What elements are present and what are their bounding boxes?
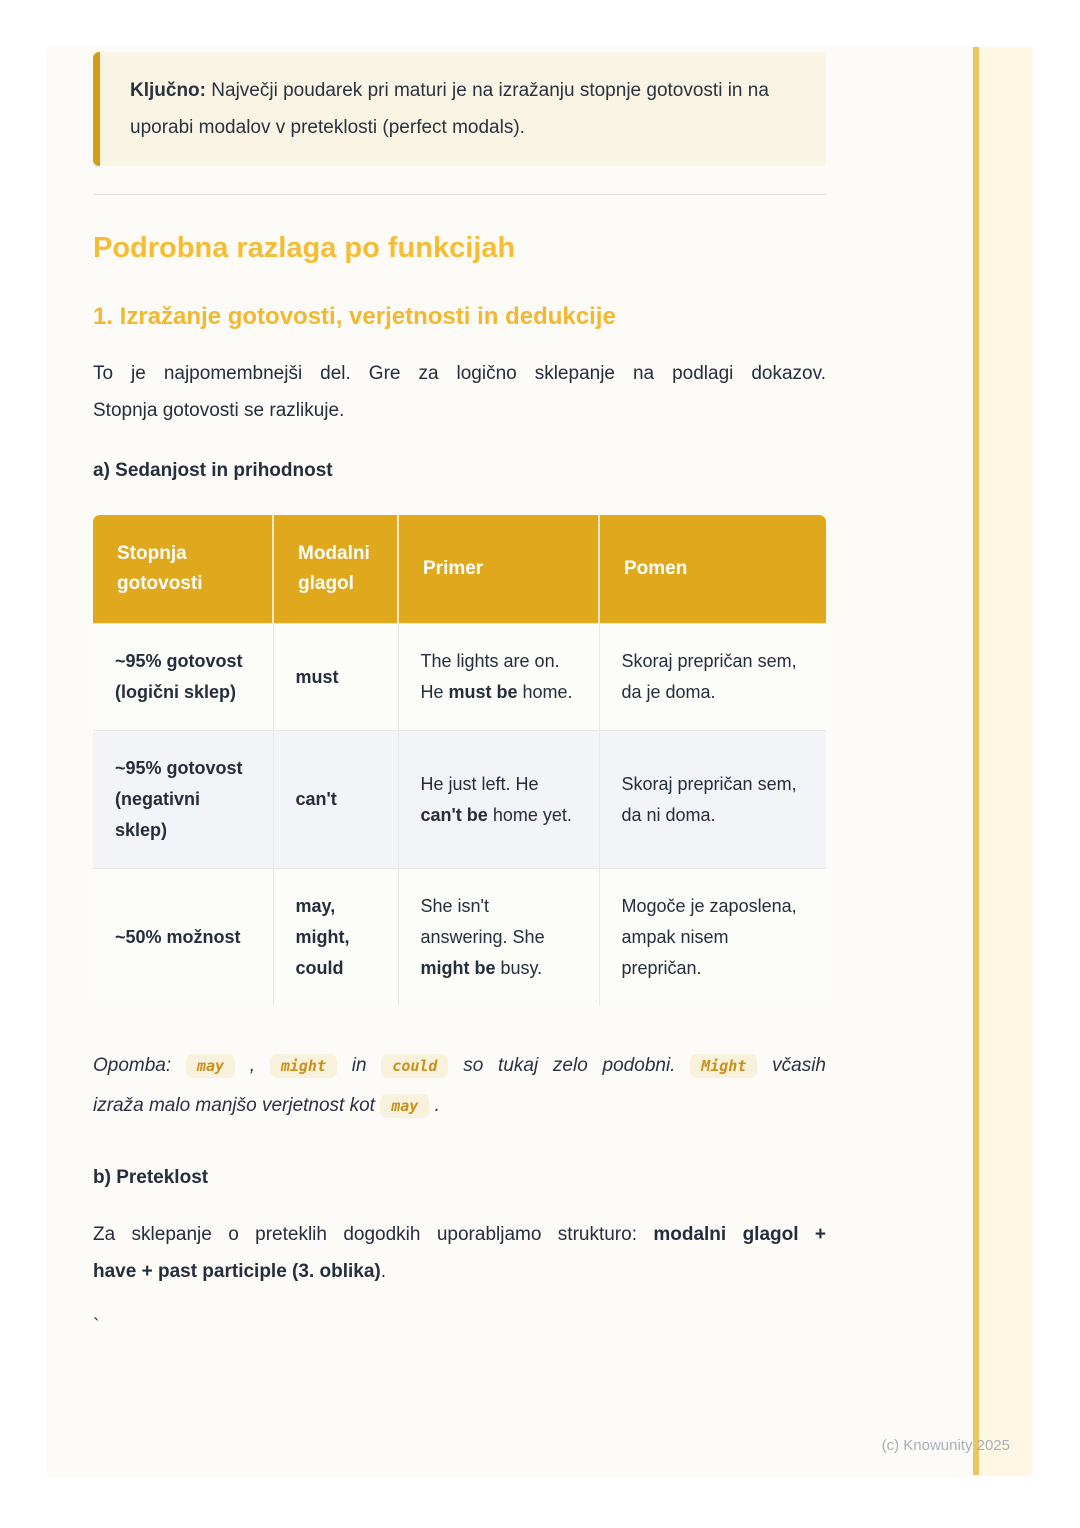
primer-text: home yet. [487, 804, 572, 825]
note-text: včasih [757, 1055, 826, 1076]
note-text: , [235, 1055, 270, 1076]
divider [93, 194, 826, 195]
primer-emphasis: might be [420, 958, 496, 978]
cell-level: ~95% gotovost (negativni sklep) [93, 731, 273, 869]
past-line-2 [93, 1253, 826, 1290]
callout-label: Ključno: [130, 80, 206, 101]
cell-primer [398, 731, 599, 869]
table-row [93, 869, 826, 1007]
table-header-cell: Primer [398, 515, 599, 624]
note-text: izraža malo manjšo verjetnost kot [93, 1095, 381, 1116]
intro-line-2: Stopnja gotovosti se razlikuje. [93, 400, 345, 421]
cell-modal: must [273, 624, 398, 731]
document-page [48, 47, 1032, 1475]
note-text: so tukaj zelo podobni. [448, 1055, 691, 1076]
table-header-cell: Pomen [599, 515, 826, 624]
note-text: Opomba: [93, 1055, 186, 1076]
subsection-label-b: b) Preteklost [93, 1167, 209, 1188]
cell-modal: can't [273, 731, 398, 869]
table-row [93, 731, 826, 869]
code-chip-could: could [381, 1054, 448, 1078]
past-text: Za sklepanje o preteklih dogodkih uporabljamo strukturo: [93, 1224, 654, 1245]
note-text: in [336, 1055, 382, 1076]
cell-primer [398, 624, 599, 731]
cell-primer [398, 869, 599, 1007]
table-row [93, 624, 826, 731]
page-title: Podrobna razlaga po funkcijah [93, 232, 516, 264]
table-header-cell: Stopnja gotovosti [93, 515, 273, 624]
cell-level: ~50% možnost [93, 869, 273, 1007]
key-callout [93, 52, 826, 166]
primer-emphasis: can't be [420, 804, 488, 825]
cell-pomen: Mogoče je zaposlena, ampak nisem prepričan. [599, 869, 826, 1007]
primer-text: He just left. He [420, 773, 539, 794]
callout-text: Največji poudarek pri maturi je na izražanju stopnje gotovosti in na uporabi modalov v preteklosti (perfect modals). [130, 80, 769, 138]
side-accent-strip [979, 47, 1032, 1475]
cell-pomen: Skoraj prepričan sem, da je doma. [599, 624, 826, 731]
cell-pomen: Skoraj prepričan sem, da ni doma. [599, 731, 826, 869]
primer-text: home. [517, 682, 573, 702]
certainty-table [93, 515, 826, 1006]
note-line-2 [93, 1086, 826, 1126]
intro-paragraph [93, 355, 826, 429]
note-line-1 [93, 1046, 826, 1086]
past-paragraph [93, 1216, 826, 1290]
subsection-label-a: a) Sedanjost in prihodnost [93, 460, 333, 481]
note-text: . [429, 1095, 440, 1116]
code-chip-might-cap: Might [690, 1054, 757, 1078]
section-title: 1. Izražanje gotovosti, verjetnosti in dedukcije [93, 303, 616, 330]
note-paragraph [93, 1046, 826, 1126]
code-chip-may: may [186, 1054, 235, 1078]
intro-line-1: To je najpomembnejši del. Gre za logično sklepanje na podlagi dokazov. [93, 363, 826, 384]
cell-level: ~95% gotovost (logični sklep) [93, 624, 273, 731]
copyright: (c) Knowunity 2025 [881, 1437, 1010, 1454]
past-line-1 [93, 1216, 826, 1253]
code-chip-might: might [270, 1054, 337, 1078]
primer-text: She isn't answering. She [420, 896, 545, 947]
primer-emphasis: must be [448, 682, 518, 702]
table-header-cell: Modalni glagol [273, 515, 398, 624]
past-text: . [380, 1261, 387, 1282]
cell-modal: may, might, could [273, 869, 398, 1007]
table-header-row [93, 515, 826, 624]
code-chip-may: may [380, 1094, 429, 1118]
primer-text: The lights are on. He [420, 651, 560, 702]
document-content [93, 47, 826, 1338]
past-emphasis: have + past participle (3. oblika) [93, 1261, 381, 1282]
past-emphasis: modalni glagol + [653, 1224, 826, 1245]
primer-text: busy. [495, 958, 543, 978]
stray-backtick: ` [93, 1316, 100, 1337]
